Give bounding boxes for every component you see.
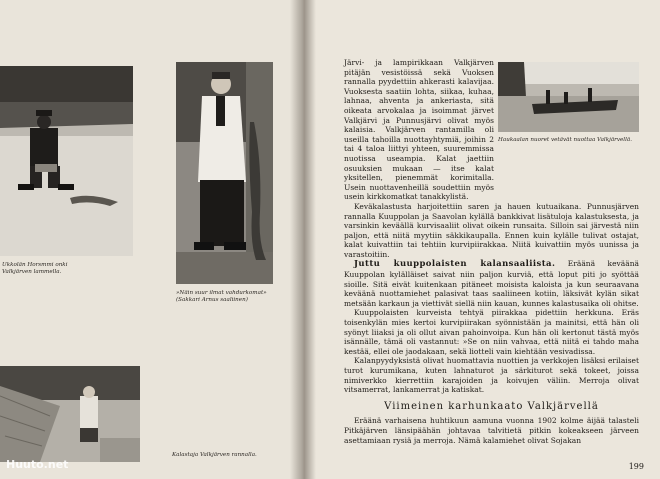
- caption-bottom: Kalastaja Valkjärven rannalla.: [172, 452, 257, 458]
- paragraph-3-text: Eräänä keväänä Kuuppolan kylälläiset saivat niin paljon kurviä, että loput piti jo syöttää sioille. Sitä eivät kuitenkaan pitäneet moisista kaloista ja kun seuraavana keväänä nuottamiehet palasivat taas saaliineen kotiin, läksivät kylän sikat metsään karkaun ja viettivät siellä niin kauan, kunnes kalastusaika oli ohitse.: [344, 259, 639, 308]
- photo-nets: [0, 366, 140, 462]
- sub-heading: Juttu kuuppolaisten kalansaaliista.: [354, 259, 556, 270]
- paragraph-6: Eräänä varhaisena huhtikuun aamuna vuonna 1902 kolme äijää talasteli Pitkäjärven länsipäähän johtavaa talvitietä pitkin kokeakseen järveen asettamiaan rysiä ja merroja. Nämä kalamiehet olivat Sojakan: [344, 416, 639, 445]
- section-heading: Viimeinen karhunkaato Valkjärvellä: [384, 400, 599, 412]
- article-text: [344, 58, 639, 445]
- left-page: [0, 0, 300, 479]
- caption-seine-photo: Haukaalan nuoret vetävät nuottaa Valkjärvellä.: [498, 137, 632, 143]
- paragraph-4: Kuuppolaisten kurveista tehtyä piirakkaa pidettiin herkkuna. Eräs toisenkylän mies kertoi kurvipiirakan syönnistään ja mainitsi, että hän oli syönyt liiaksi ja oli ollut aivan pahoinvoipa. Kun hän oli kertonut tästä myös isännälle, tämä oli vastannut: »Se on niin vahvaa, että niitä ei tahdo maha kestää, ellei ole jaodakaan, sekä liotteli vain kiehtään vesivadissa.: [344, 308, 639, 356]
- paragraph-3: [344, 259, 639, 308]
- page-number: 199: [628, 462, 644, 471]
- paragraph-2: Keväkalastusta harjoitettiin saren ja hauen kutuaikana. Punnusjärven rannalla Kuuppolan ja Saavolan kylällä bankkivat lisätuloja kalastuksesta, ja varsinkin keväällä kurvisaaliit olivat oikein runsaita. Silloin sai järvestä niin paljon, että niitä myytiin säkkikaupalla. Ennen kuin kylälle tulivat ostajat, kalat kuivattiin tai tehtiin kurvipiirakkaa. Niitä kuivattiin myös uunissa ja varastoitiin.: [344, 201, 639, 259]
- caption-right-photo: »Näin suur ilmat vahdurkomat» (Sakkari Arnus saaliinen): [176, 290, 267, 303]
- watermark-logo: Huuto.net: [6, 458, 69, 471]
- book-gutter: [290, 0, 316, 479]
- paragraph-1: Järvi- ja lampirikkaan Valkjärven pitäjän vesistöissä sekä Vuoksen rannalla pyydettiin ahkerasti kalavijaa. Vuoksesta saatiin lohta, siikaa, kuhaa, lahnaa, ahventa ja ankeriasta, sitä oikeata arvokalaa ja isoimmat järvet Valkjärvi ja Punnusjärvi olivat myös kalaisia. Valkjärven rantamilla oli useilla tahoilla nuottayhtymiä, joihin 2 tai 4 taloa liittyi yhteen, suuremmissa nuotissa useampia. Kalat jaettiin osuuksien mukaan — itse kalat yksitellen, pienemmät korimitalla. Usein nuottavenheillä soudettiin myös usein kirkkomatkat tanakkylistä.: [344, 58, 494, 202]
- caption-top-left: Ukkolän Horsmmi onki Valkjärven lammella.: [2, 262, 68, 275]
- photo-man-with-fish: [176, 62, 273, 284]
- photo-ice-fishing: [0, 66, 133, 256]
- paragraph-5: Kalanpyydyksistä olivat huomattavia nuottien ja verkkojen lisäksi erilaiset turot kurumikana, kuten lahnaturot ja särkiturot sekä tokeet, joissa nimiverkko kierrettiin karajoiden ja koivujen väliin. Merroja olivat vitsamerrat, lankamerrat ja katiskat.: [344, 356, 639, 395]
